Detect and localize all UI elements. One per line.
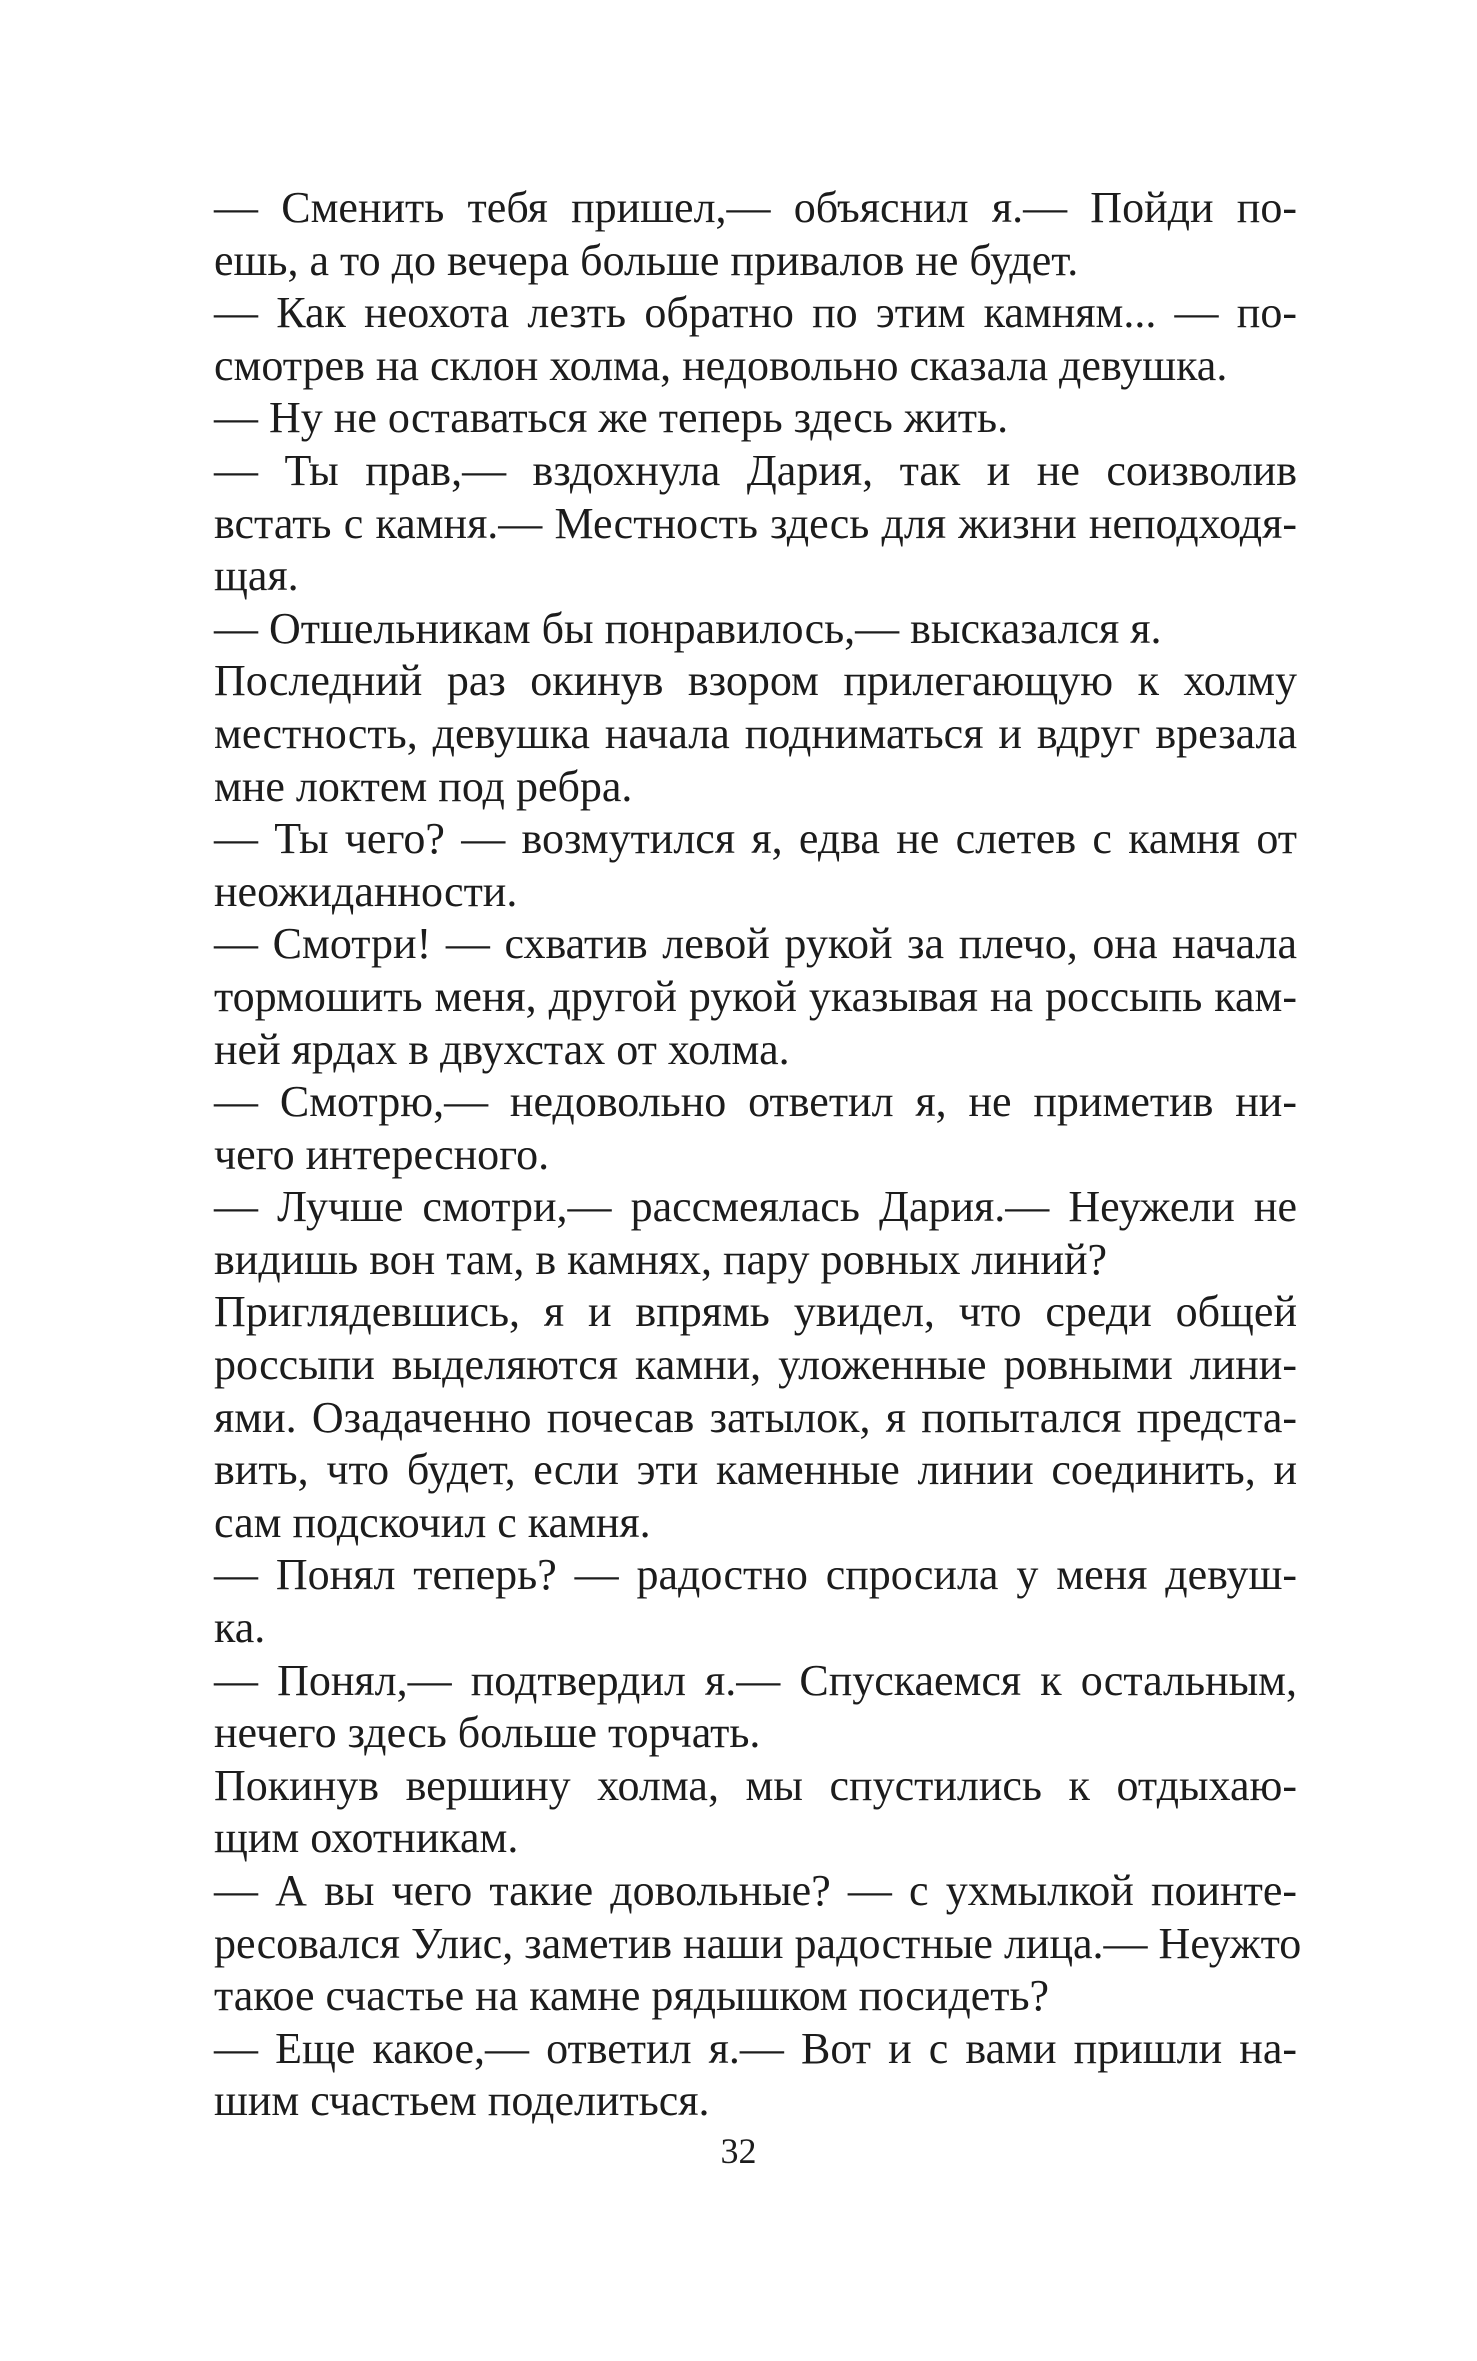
text-line: смотрев на склон холма, недовольно сказала девушка. <box>214 340 1228 390</box>
text-line: — Лучше смотри,— рассмеялась Дария.— Неужели не <box>214 1182 1297 1232</box>
body-text <box>214 182 1302 2128</box>
text-line: встать с камня.— Местность здесь для жизни неподходя- <box>214 498 1297 548</box>
text-line: Приглядевшись, я и впрямь увидел, что среди общей <box>214 1287 1297 1337</box>
text-line: местность, девушка начала подниматься и вдруг врезала <box>214 708 1297 758</box>
text-line: щая. <box>214 551 299 601</box>
text-line: сам подскочил с камня. <box>214 1497 651 1547</box>
text-line: — Понял,— подтвердил я.— Спускаемся к остальным, <box>214 1655 1297 1705</box>
text-line: — Смотри! — схватив левой рукой за плечо, она начала <box>214 919 1297 969</box>
page-number: 32 <box>720 2131 757 2171</box>
text-line: тормошить меня, другой рукой указывая на россыпь кам- <box>214 971 1297 1021</box>
text-line: ка. <box>214 1603 266 1653</box>
text-line: мне локтем под ребра. <box>214 761 633 811</box>
text-line: нечего здесь больше торчать. <box>214 1708 761 1758</box>
text-line: чего интересного. <box>214 1129 550 1179</box>
text-line: — Смотрю,— недовольно ответил я, не приметив ни- <box>214 1077 1297 1127</box>
text-line: ресовался Улис, заметив наши радостные лица.— Неужто <box>214 1918 1302 1968</box>
text-line: — Отшельникам бы понравилось,— высказался я. <box>214 603 1162 653</box>
text-line: — Ты прав,— вздохнула Дария, так и не соизволив <box>214 445 1297 495</box>
text-line: — Как неохота лезть обратно по этим камням... — по- <box>214 288 1297 338</box>
text-line: ней ярдах в двухстах от холма. <box>214 1024 790 1074</box>
text-line: такое счастье на камне рядышком посидеть? <box>214 1971 1050 2021</box>
text-line: вить, что будет, если эти каменные линии соединить, и <box>214 1445 1297 1495</box>
text-line: россыпи выделяются камни, уложенные ровными лини- <box>214 1340 1297 1390</box>
text-line: ями. Озадаченно почесав затылок, я попытался предста- <box>214 1392 1297 1442</box>
text-line: Последний раз окинув взором прилегающую к холму <box>214 656 1297 706</box>
text-line: шим счастьем поделиться. <box>214 2076 710 2126</box>
text-line: ешь, а то до вечера больше привалов не будет. <box>214 235 1079 285</box>
text-line: — Ну не оставаться же теперь здесь жить. <box>214 393 1009 443</box>
text-line: — Еще какое,— ответил я.— Вот и с вами пришли на- <box>214 2023 1297 2073</box>
text-line: — Понял теперь? — радостно спросила у меня девуш- <box>214 1550 1297 1600</box>
text-line: видишь вон там, в камнях, пару ровных линий? <box>214 1234 1108 1284</box>
text-line: — Ты чего? — возмутился я, едва не слетев с камня от <box>214 814 1297 864</box>
text-line: — Сменить тебя пришел,— объяснил я.— Пойди по- <box>214 183 1297 232</box>
text-line: щим охотникам. <box>214 1813 519 1863</box>
text-line: Покинув вершину холма, мы спустились к отдыхаю- <box>214 1760 1297 1810</box>
text-line: неожиданности. <box>214 866 518 916</box>
text-line: — А вы чего такие довольные? — с ухмылкой поинте- <box>214 1866 1297 1915</box>
